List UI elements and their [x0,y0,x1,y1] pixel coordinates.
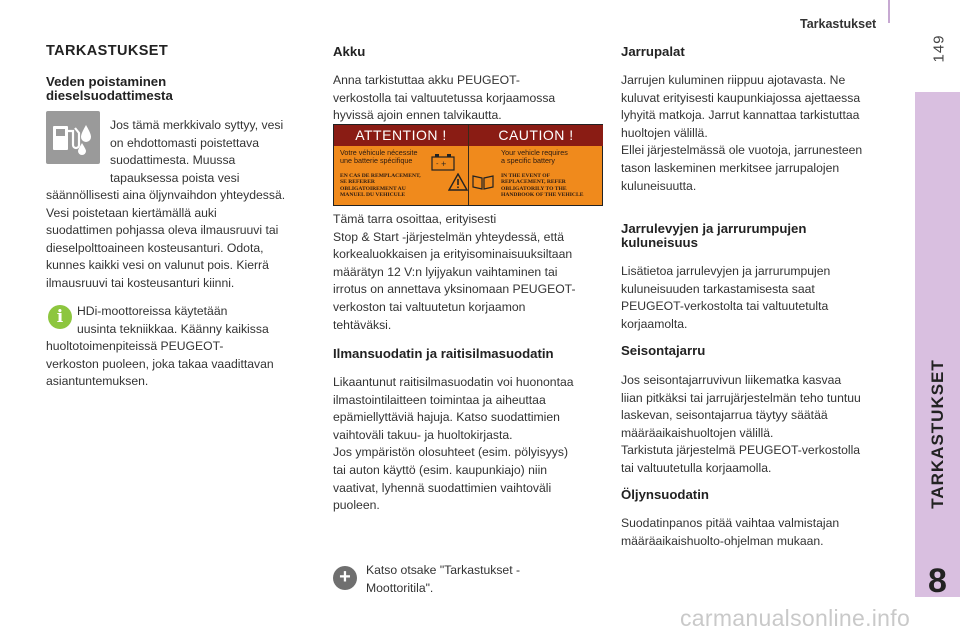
svg-text:- +: - + [436,160,447,168]
text-line: HDi-moottoreissa käytetään [77,304,228,318]
text-line: uusinta tekniikkaa. Käänny kaikissa [77,321,269,336]
text-line: Jos ympäristön olosuhteet (esim. pölyisyys) [333,445,569,460]
text-line: suodattimesta. Muussa [110,153,236,168]
brake-discs-paragraph [621,263,899,333]
text-line: Votre véhicule nécessite [340,148,418,157]
text-line: irrotus on annettava yksinomaan PEUGEOT- [333,282,576,297]
text-line: vaihtoväli takuu- ja huoltokirjasta. [333,427,513,442]
text-line: REPLACEMENT, REFER [501,179,566,186]
text-line: huoltojen välillä. [621,125,708,140]
text-line: laskevan, seisontajarrua täytyy säätää [621,408,828,423]
text-line: SE REFERER [340,179,375,186]
label-explanation-paragraph [333,211,605,334]
page-number: 149 [930,34,948,63]
parking-brake-paragraph [621,372,899,478]
text-line: Ellei järjestelmässä ole vuotoja, jarrunesteen [621,143,863,158]
text-line: Vesi poistetaan kiertämällä auki [46,205,217,220]
text-line: kunnes kaikki vesi on valunut pois. Kierrä [46,258,269,273]
text-line: MANUEL DU VEHICULE [340,192,406,199]
air-filter-paragraph [333,374,605,515]
text-line: korkealuokkaisen ja erityisominaisuuksiltaan [333,247,573,262]
text-line: huoltotoimenpiteissä PEUGEOT- [46,339,224,353]
text-line: lyhyitä matkoja. Jarrut kannattaa tarkistuttaa [621,108,860,123]
text-line: asiantuntemuksen. [46,374,149,389]
hdi-info-note-cont [46,338,314,391]
text-line: on ehdottomasti poistettava [110,135,260,150]
brake-pads-paragraph [621,72,899,195]
text-line: tai valtuutetulla korjaamolla. [621,460,772,475]
text-line: Suodatinpanos pitää vaihtaa valmistajan [621,516,840,530]
text-line: Tämä tarra osoittaa, erityisesti [333,212,497,226]
see-also-note [366,562,596,597]
section-heading-parking-brake: Seisontajarru [621,343,706,358]
text-line: Jos tämä merkkivalo syttyy, vesi [110,118,284,132]
hdi-info-note [77,303,317,338]
text-line: Katso otsake "Tarkastukset - [366,563,521,577]
text-line: puoleen. [333,498,380,513]
text-line: ilmastointilaitteen toimintaa ja aiheuttaa [333,392,546,407]
text-line: EN CAS DE REMPLACEMENT, [340,173,421,179]
text-line: kuluvat erityisesti kaupunkiajossa ajettaessa [621,90,861,105]
text-line: hyvissä ajoin ennen talvikautta. [333,108,502,123]
text-line: tai auton käyttö (esim. kaupunkiajo) niin [333,462,548,477]
text-line: liian pitkäksi tai jarrujärjestelmän teho tuntuu [621,390,861,405]
label-french-subtitle [340,149,418,166]
text-line: Tarkistuta järjestelmä PEUGEOT-verkostolla [621,443,861,458]
battery-warning-label [333,124,603,206]
text-line: määrätyn 12 V:n lyijyakun vaihtaminen tai [333,264,558,279]
text-line: epämiellyttäviä hajuja. Katso suodattimien [333,410,560,425]
text-line: korjaamolta. [621,316,688,331]
label-french-small [340,173,421,199]
chapter-title-vertical: TARKASTUKSET [927,359,947,509]
warning-triangle-icon [448,173,468,191]
text-line: dieselpolttoaineen kosteusanturi. Odota, [46,240,264,255]
text-line: une batterie spécifique [340,156,413,166]
label-english-half [468,125,603,205]
text-line: IN THE EVENT OF [501,173,551,179]
text-line: HANDBOOK OF THE VEHICLE [501,192,584,199]
oil-filter-paragraph [621,515,899,550]
text-line: säännöllisesti aina öljynvaihdon yhteydessä. [46,188,286,202]
label-english-heading: CAUTION ! [469,125,603,146]
text-line: vaativat, lyhennä suodattimien vaihtoväli [333,480,552,495]
text-line: Likaantunut raitisilmasuodatin voi huonontaa [333,375,574,389]
text-line: tapauksessa poista vesi [110,170,240,185]
text-line: OBLIGATOIREMENT AU [340,185,406,192]
text-line: PEUGEOT-verkostolta tai valtuutetulta [621,299,829,314]
text-line: Jos seisontajarruvivun liikematka kasvaa [621,373,842,387]
text-line: a specific battery [501,156,555,166]
section-heading-battery: Akku [333,44,366,59]
text-line: OBLIGATORILY TO THE [501,185,567,192]
plus-info-icon: + [333,566,357,590]
text-line: määräaikaishuolto-ohjelman mukaan. [621,533,824,548]
text-line: Moottoritila". [366,580,434,595]
text-line: määräaikaishuoltojen välillä. [621,425,774,440]
text-line: Lisätietoa jarrulevyjen ja jarrurumpujen [621,264,831,278]
text-line: tason laskeminen merkitsee jarrupalojen [621,160,840,175]
section-heading-brake-discs: Jarrulevyjen ja jarrurumpujen [621,221,807,236]
section-heading-brake-pads: Jarrupalat [621,44,685,59]
warning-light-text [110,117,320,187]
text-line: kuluneisuuden tarkastamisesta saat [621,281,815,296]
text-line: verkostolla tai valtuutetussa korjaamossa [333,90,556,105]
text-line: Jarrujen kuluminen riippuu ajotavasta. Ne [621,73,846,87]
chapter-side-label [915,92,960,597]
battery-paragraph [333,72,605,125]
running-header: Tarkastukset [800,17,877,31]
header-divider [888,0,890,23]
label-english-subtitle [501,149,568,166]
water-in-fuel-warning-icon [46,111,100,164]
text-line: ilmausruuvi tai kosteusanturi kiinni. [46,275,235,290]
text-line: Anna tarkistuttaa akku PEUGEOT- [333,73,520,87]
text-line: Your vehicle requires [501,148,568,157]
text-line: kuluneisuutta. [621,178,697,193]
text-line: tehtäväksi. [333,317,392,332]
text-line: verkoston puoleen, joka takaa vaadittavan [46,356,274,371]
section-heading-water-line2: dieselsuodattimesta [46,88,173,103]
section-heading-water: Veden poistaminen [46,74,167,89]
section-heading-oil-filter: Öljynsuodatin [621,487,709,502]
water-drain-paragraph [46,187,321,293]
chapter-side-tab [915,92,960,600]
text-line: suodattimen pohjassa oleva ilmausruuvi tai [46,223,279,238]
watermark: carmanualsonline.info [680,605,911,631]
label-french-half [334,125,468,205]
text-line: verkoston tai valtuutetun korjaamon [333,299,526,314]
label-french-heading: ATTENTION ! [334,125,468,146]
text-line: Stop & Start -järjestelmän yhteydessä, että [333,229,564,244]
label-english-small [501,173,583,199]
info-icon: i [48,305,72,329]
section-heading-brake-discs-line2: kuluneisuus [621,235,698,250]
manual-book-icon [471,173,495,191]
chapter-number: 8 [928,562,947,600]
section-heading-air-filter: Ilmansuodatin ja raitisilmasuodatin [333,346,554,361]
page-title: TARKASTUKSET [46,43,169,59]
